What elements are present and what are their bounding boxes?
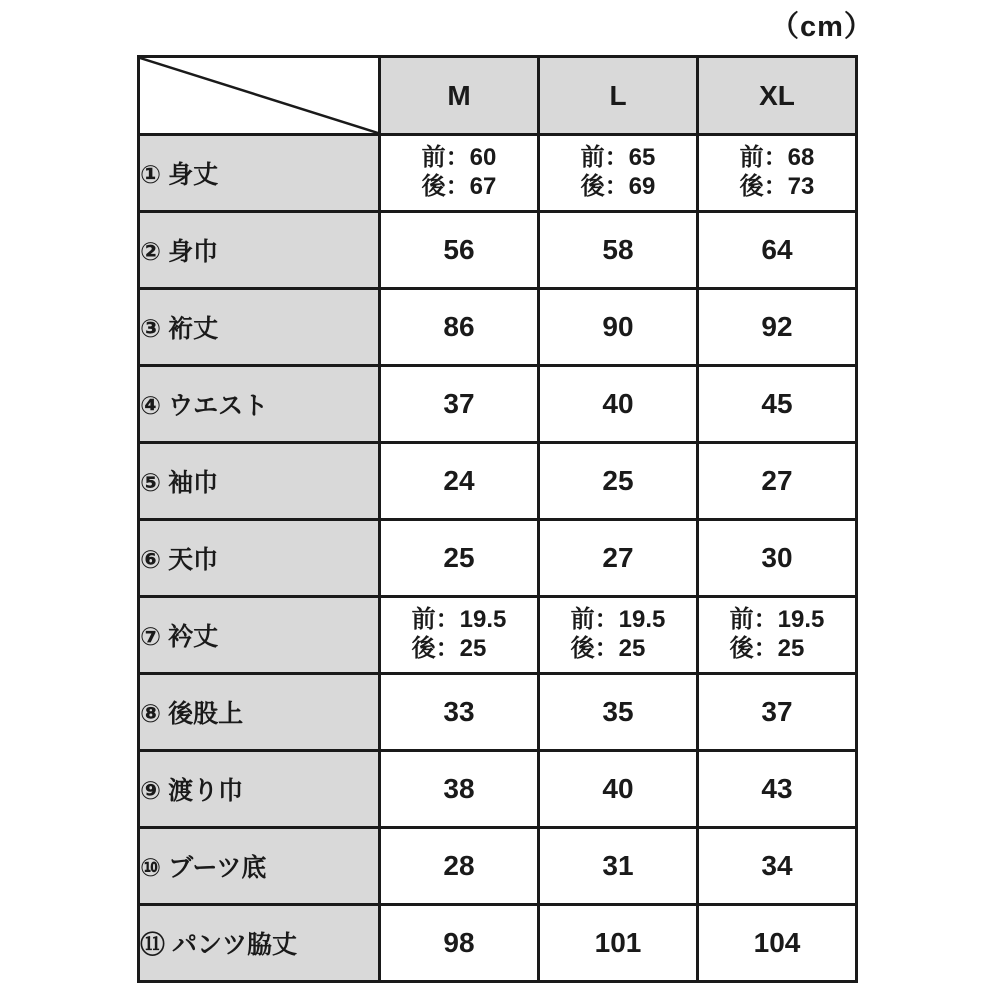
cell-xl: 45 — [698, 366, 857, 443]
size-header-l: L — [539, 57, 698, 135]
row-label: ⑤ 袖巾 — [139, 443, 380, 520]
cell-xl: 前：19.5 後：25 — [698, 597, 857, 674]
cell-xl: 104 — [698, 905, 857, 982]
diagonal-divider-line — [140, 58, 378, 133]
cell-l: 27 — [539, 520, 698, 597]
cell-m: 86 — [380, 289, 539, 366]
cell-m: 25 — [380, 520, 539, 597]
row-label: ⑥ 天巾 — [139, 520, 380, 597]
corner-cell — [139, 57, 380, 135]
size-chart-table — [137, 55, 858, 983]
cell-m: 56 — [380, 212, 539, 289]
cell-xl: 64 — [698, 212, 857, 289]
row-label: ⑦ 衿丈 — [139, 597, 380, 674]
cell-xl: 37 — [698, 674, 857, 751]
row-label: ⑩ ブーツ底 — [139, 828, 380, 905]
cell-m: 28 — [380, 828, 539, 905]
row-label: ⑪ パンツ脇丈 — [139, 905, 380, 982]
cell-xl: 43 — [698, 751, 857, 828]
cell-xl: 30 — [698, 520, 857, 597]
table-row-body-width — [139, 212, 857, 289]
cell-l: 前：65 後：69 — [539, 135, 698, 212]
table-row-sleeve-length — [139, 289, 857, 366]
cell-xl: 92 — [698, 289, 857, 366]
cell-m: 前：60 後：67 — [380, 135, 539, 212]
unit-label: （cm） — [770, 11, 874, 43]
cell-l: 90 — [539, 289, 698, 366]
table-row-waist — [139, 366, 857, 443]
size-header-m: M — [380, 57, 539, 135]
row-label: ④ ウエスト — [139, 366, 380, 443]
cell-xl: 前：68 後：73 — [698, 135, 857, 212]
row-label: ② 身巾 — [139, 212, 380, 289]
cell-l: 58 — [539, 212, 698, 289]
table-row-top-width — [139, 520, 857, 597]
cell-m: 24 — [380, 443, 539, 520]
cell-m: 前：19.5 後：25 — [380, 597, 539, 674]
row-label: ⑧ 後股上 — [139, 674, 380, 751]
cell-m: 37 — [380, 366, 539, 443]
table-header-row — [139, 57, 857, 135]
table-row-boots-sole — [139, 828, 857, 905]
table-row-pants-side-length — [139, 905, 857, 982]
cell-l: 40 — [539, 751, 698, 828]
cell-xl: 27 — [698, 443, 857, 520]
cell-l: 前：19.5 後：25 — [539, 597, 698, 674]
cell-l: 25 — [539, 443, 698, 520]
cell-l: 101 — [539, 905, 698, 982]
row-label: ⑨ 渡り巾 — [139, 751, 380, 828]
cell-l: 31 — [539, 828, 698, 905]
size-header-xl: XL — [698, 57, 857, 135]
table-row-back-rise — [139, 674, 857, 751]
cell-l: 40 — [539, 366, 698, 443]
cell-xl: 34 — [698, 828, 857, 905]
table-row-collar-length — [139, 597, 857, 674]
table-row-sleeve-width — [139, 443, 857, 520]
table-row-body-length — [139, 135, 857, 212]
cell-m: 98 — [380, 905, 539, 982]
row-label: ① 身丈 — [139, 135, 380, 212]
row-label: ③ 裄丈 — [139, 289, 380, 366]
table-row-thigh-width — [139, 751, 857, 828]
cell-l: 35 — [539, 674, 698, 751]
cell-m: 33 — [380, 674, 539, 751]
cell-m: 38 — [380, 751, 539, 828]
